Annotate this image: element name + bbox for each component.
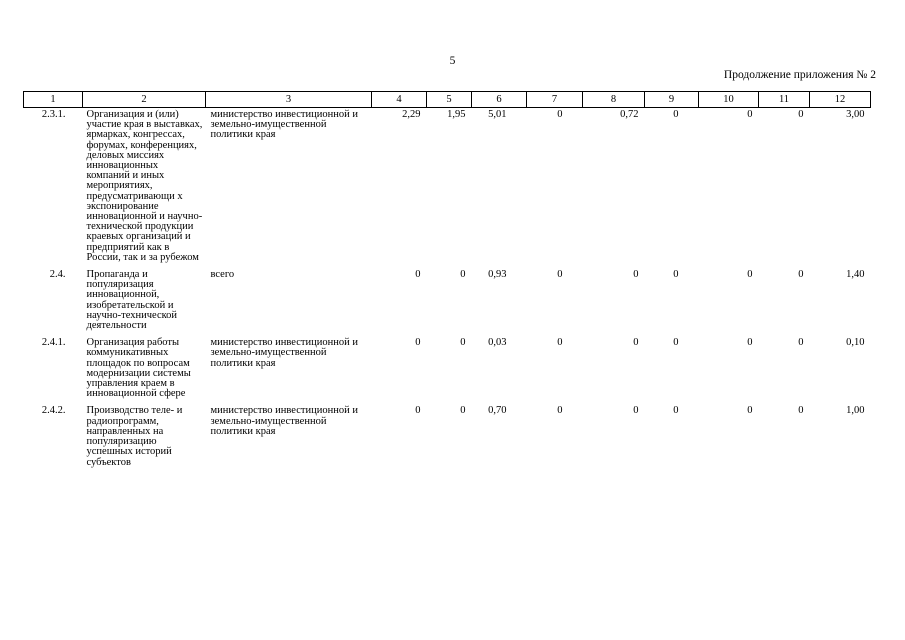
row-value: 0 [673, 269, 679, 281]
row-value: 0 [673, 109, 679, 120]
column-header: 10 [699, 92, 759, 108]
table-row [24, 399, 871, 467]
row-name: Организация работы коммуникативных площадок по вопросам модернизации системы управления краем в инновационной сфере [86, 337, 191, 400]
row-value: 1,95 [447, 109, 466, 120]
column-header: 1 [24, 92, 83, 108]
row-value: 0 [673, 405, 679, 417]
row-code: 2.3.1. [41, 109, 66, 120]
row-value: 0 [557, 405, 563, 417]
row-value: 0,10 [846, 337, 865, 349]
row-value: 0 [747, 337, 753, 349]
table-row [24, 108, 871, 264]
column-header: 7 [527, 92, 583, 108]
column-header: 3 [206, 92, 372, 108]
row-name: Производство теле- и радиопрограмм, направленных на популяризацию успешных историй субъектов [86, 405, 183, 468]
row-value: 0 [557, 337, 563, 349]
row-code: 2.4.2. [41, 405, 66, 417]
row-value: 0 [747, 405, 753, 417]
column-header: 6 [472, 92, 527, 108]
row-value: 0 [798, 405, 804, 417]
row-value: 0 [798, 337, 804, 349]
row-executor: министерство инвестиционной и земельно-имущественной политики края [210, 405, 358, 437]
row-value: 0 [460, 269, 466, 281]
row-value: 0 [415, 337, 421, 349]
row-code: 2.4.1. [41, 337, 66, 349]
table-row [24, 263, 871, 331]
row-value: 5,01 [488, 109, 507, 120]
budget-table [23, 91, 871, 468]
row-value: 0 [460, 405, 466, 417]
row-value: 0 [798, 269, 804, 281]
row-value: 0 [460, 337, 466, 349]
row-value: 0,72 [620, 109, 639, 120]
page-number: 5 [449, 55, 456, 67]
row-value: 0 [798, 109, 804, 120]
row-executor: министерство инвестиционной и земельно-имущественной политики края [210, 109, 358, 141]
row-executor: министерство инвестиционной и земельно-имущественной политики края [210, 337, 358, 369]
column-header: 4 [372, 92, 427, 108]
row-value: 3,00 [846, 109, 865, 120]
row-value: 0 [673, 337, 679, 349]
table-header-row [24, 92, 871, 108]
table-row [24, 331, 871, 399]
row-value: 0,93 [488, 269, 507, 281]
row-value: 0 [415, 269, 421, 281]
row-value: 1,00 [846, 405, 865, 417]
row-value: 0 [633, 405, 639, 417]
row-value: 0,70 [488, 405, 507, 417]
row-value: 2,29 [402, 109, 421, 120]
row-value: 0 [747, 269, 753, 281]
row-value: 0 [633, 269, 639, 281]
appendix-continuation-label: Продолжение приложения № 2 [723, 69, 876, 81]
column-header: 5 [427, 92, 472, 108]
row-value: 0 [415, 405, 421, 417]
column-header: 8 [583, 92, 645, 108]
row-executor: всего [210, 269, 235, 281]
row-value: 0,03 [488, 337, 507, 349]
column-header: 12 [810, 92, 871, 108]
column-header: 2 [83, 92, 206, 108]
row-name: Пропаганда и популяризация инновационной, изобретательской и научно-технической деятельности [86, 269, 178, 332]
row-code: 2.4. [49, 269, 66, 281]
row-value: 0 [747, 109, 753, 120]
row-value: 1,40 [846, 269, 865, 281]
column-header: 9 [645, 92, 699, 108]
row-name: Организация и (или) участие края в выставках, ярмарках, конгрессах, форумах, конференциях, деловых миссиях инновационных компаний и иных мероприятиях, предусматривающи х экспонирование инновационной и научно-технической продукции краевых организаций и предприятий как в России, так и за рубежом [86, 109, 203, 263]
column-header: 11 [759, 92, 810, 108]
row-value: 0 [557, 269, 563, 281]
row-value: 0 [557, 109, 563, 120]
row-value: 0 [633, 337, 639, 349]
